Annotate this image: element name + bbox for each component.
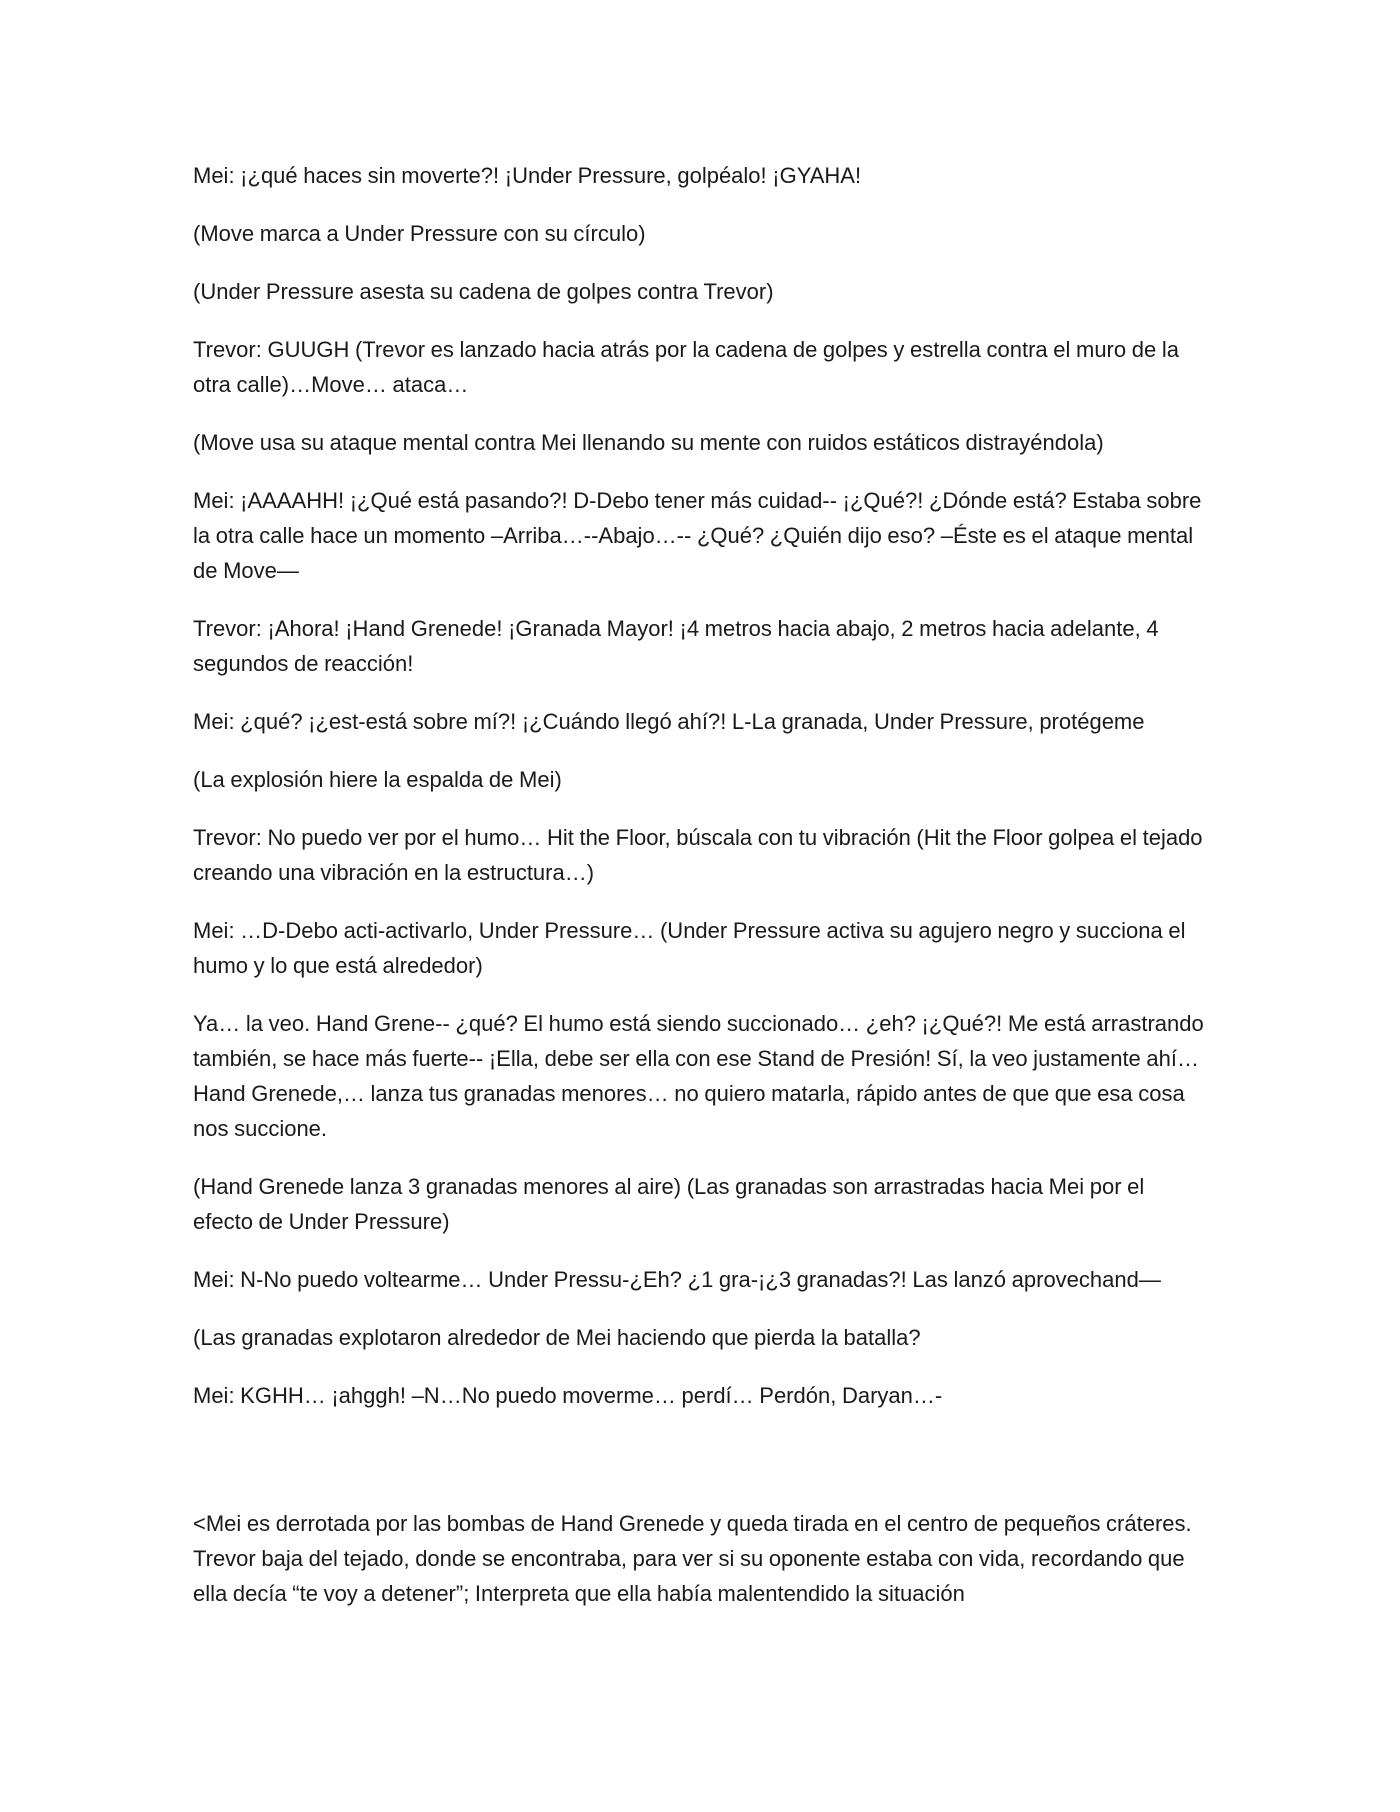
- paragraph-mei-cannot-turn: Mei: N-No puedo voltearme… Under Pressu-¿Eh? ¿1 gra-¡¿3 granadas?! Las lanzó aprovechand—: [193, 1267, 1161, 1292]
- paragraph-trevor-grenade: Trevor: ¡Ahora! ¡Hand Grenede! ¡Granada Mayor! ¡4 metros hacia abajo, 2 metros hacia adelante, 4 segundos de reacción!: [193, 616, 1159, 676]
- paragraph-black-hole: Mei: …D-Debo acti-activarlo, Under Pressure… (Under Pressure activa su agujero negro y succiona el humo y lo que está alrededor): [193, 918, 1186, 978]
- paragraph-mei-attack: Mei: ¡¿qué haces sin moverte?! ¡Under Pressure, golpéalo! ¡GYAHA!: [193, 163, 862, 188]
- paragraph-mental-attack: (Move usa su ataque mental contra Mei llenando su mente con ruidos estáticos distrayéndola): [193, 430, 1104, 455]
- paragraph-trevor-smoke: Trevor: No puedo ver por el humo… Hit the Floor, búscala con tu vibración (Hit the Floor golpea el tejado creando una vibración en la estructura…): [193, 825, 1203, 885]
- paragraph-mei-surprised: Mei: ¿qué? ¡¿est-está sobre mí?! ¡¿Cuándo llegó ahí?! L-La granada, Under Pressure, protégeme: [193, 709, 1145, 734]
- document-body: [193, 158, 1205, 1634]
- paragraph-trevor-thrown: Trevor: GUUGH (Trevor es lanzado hacia atrás por la cadena de golpes y estrella contra el muro de la otra calle)…Move… ataca…: [193, 337, 1179, 397]
- paragraph-minor-grenades: (Hand Grenede lanza 3 granadas menores al aire) (Las granadas son arrastradas hacia Mei por el efecto de Under Pressure): [193, 1174, 1145, 1234]
- paragraph-explosion: (La explosión hiere la espalda de Mei): [193, 767, 562, 792]
- paragraph-chain-of-blows: (Under Pressure asesta su cadena de golpes contra Trevor): [193, 279, 774, 304]
- paragraph-trevor-sees: Ya… la veo. Hand Grene-- ¿qué? El humo está siendo succionado… ¿eh? ¡¿Qué?! Me está arrastrando también, se hace más fuerte-- ¡Ella, debe ser ella con ese Stand de Presión! Sí, la veo justamente ahí… Hand Grenede,… lanza tus granadas menores… no quiero matarla, rápido antes de que que esa cosa nos succione.: [193, 1011, 1204, 1141]
- paragraph-mei-defeated-line: Mei: KGHH… ¡ahggh! –N…No puedo moverme… perdí… Perdón, Daryan…-: [193, 1383, 943, 1408]
- paragraph-narration: <Mei es derrotada por las bombas de Hand Grenede y queda tirada en el centro de pequeños cráteres. Trevor baja del tejado, donde se encontraba, para ver si su oponente estaba con vida, recordando que ella decía “te voy a detener”; Interpreta que ella había malentendido la situación: [193, 1511, 1192, 1606]
- paragraph-mei-confused: Mei: ¡AAAAHH! ¡¿Qué está pasando?! D-Debo tener más cuidad-- ¡¿Qué?! ¿Dónde está? Estaba sobre la otra calle hace un momento –Arriba…--Abajo…-- ¿Qué? ¿Quién dijo eso? –Éste es el ataque mental de Move—: [193, 488, 1202, 583]
- paragraph-grenades-exploded: (Las granadas explotaron alrededor de Mei haciendo que pierda la batalla?: [193, 1325, 921, 1350]
- paragraph-move-marks: (Move marca a Under Pressure con su círculo): [193, 221, 646, 246]
